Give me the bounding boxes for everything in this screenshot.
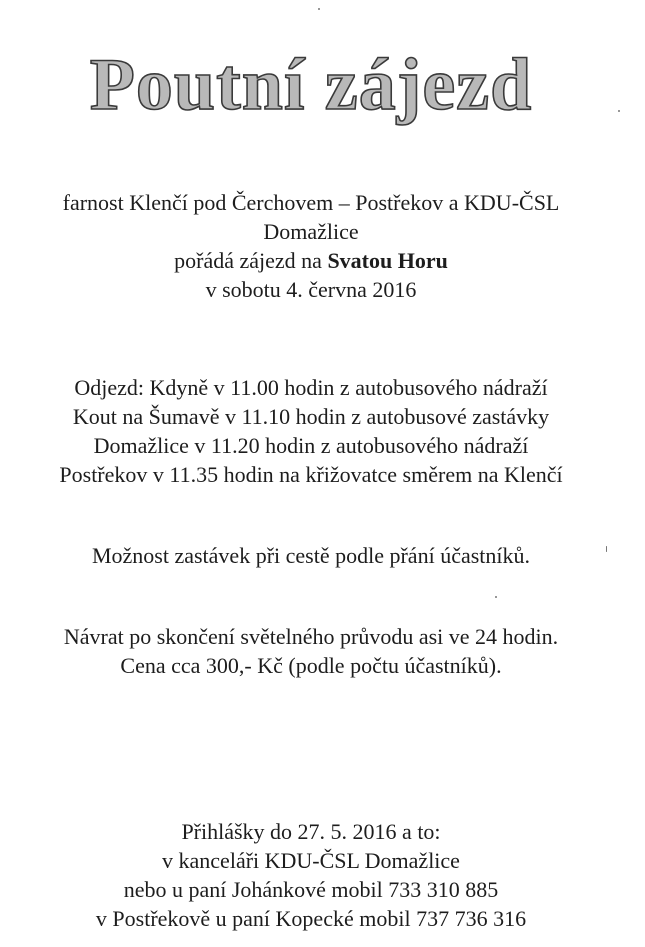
organizer-block (0, 188, 622, 304)
signup-contact: v Postřekově u paní Kopecké mobil 737 736 316 (95, 906, 527, 931)
organizer-line-3 (0, 246, 622, 275)
scan-speck (495, 596, 497, 598)
departure-line: Postřekov v 11.35 hodin na křižovatce směrem na Klenčí (59, 462, 563, 487)
stops-note-text: Možnost zastávek při cestě podle přání účastníků. (91, 543, 531, 568)
signup-block (0, 817, 622, 933)
departure-line: Kout na Šumavě v 11.10 hodin z autobusové zastávky (72, 404, 550, 429)
poster-title: Poutní zájezd (89, 44, 533, 126)
destination: Svatou Horu (327, 248, 448, 273)
price: Cena cca 300,- Kč (podle počtu účastníků). (120, 653, 502, 678)
organizer-line-1: farnost Klenčí pod Čerchovem – Postřekov a KDU-ČSL (62, 190, 560, 215)
trip-announcement: pořádá zájezd na (174, 248, 328, 273)
trip-date: v sobotu 4. června 2016 (205, 277, 417, 302)
organizer-line-2: Domažlice (263, 219, 359, 244)
departure-line: Domažlice v 11.20 hodin z autobusového nádraží (93, 433, 529, 458)
scan-speck (606, 546, 607, 552)
scan-speck (318, 8, 320, 10)
stops-note (0, 541, 622, 570)
scan-speck (618, 110, 620, 112)
signup-deadline: Přihlášky do 27. 5. 2016 a to: (181, 819, 441, 844)
departure-line: Odjezd: Kdyně v 11.00 hodin z autobusového nádraží (74, 375, 548, 400)
departures-block (0, 373, 622, 489)
return-time: Návrat po skončení světelného průvodu asi ve 24 hodin. (63, 624, 559, 649)
signup-contact: nebo u paní Johánkové mobil 733 310 885 (123, 877, 499, 902)
return-info-block (0, 622, 622, 680)
signup-contact: v kanceláři KDU-ČSL Domažlice (162, 848, 460, 873)
